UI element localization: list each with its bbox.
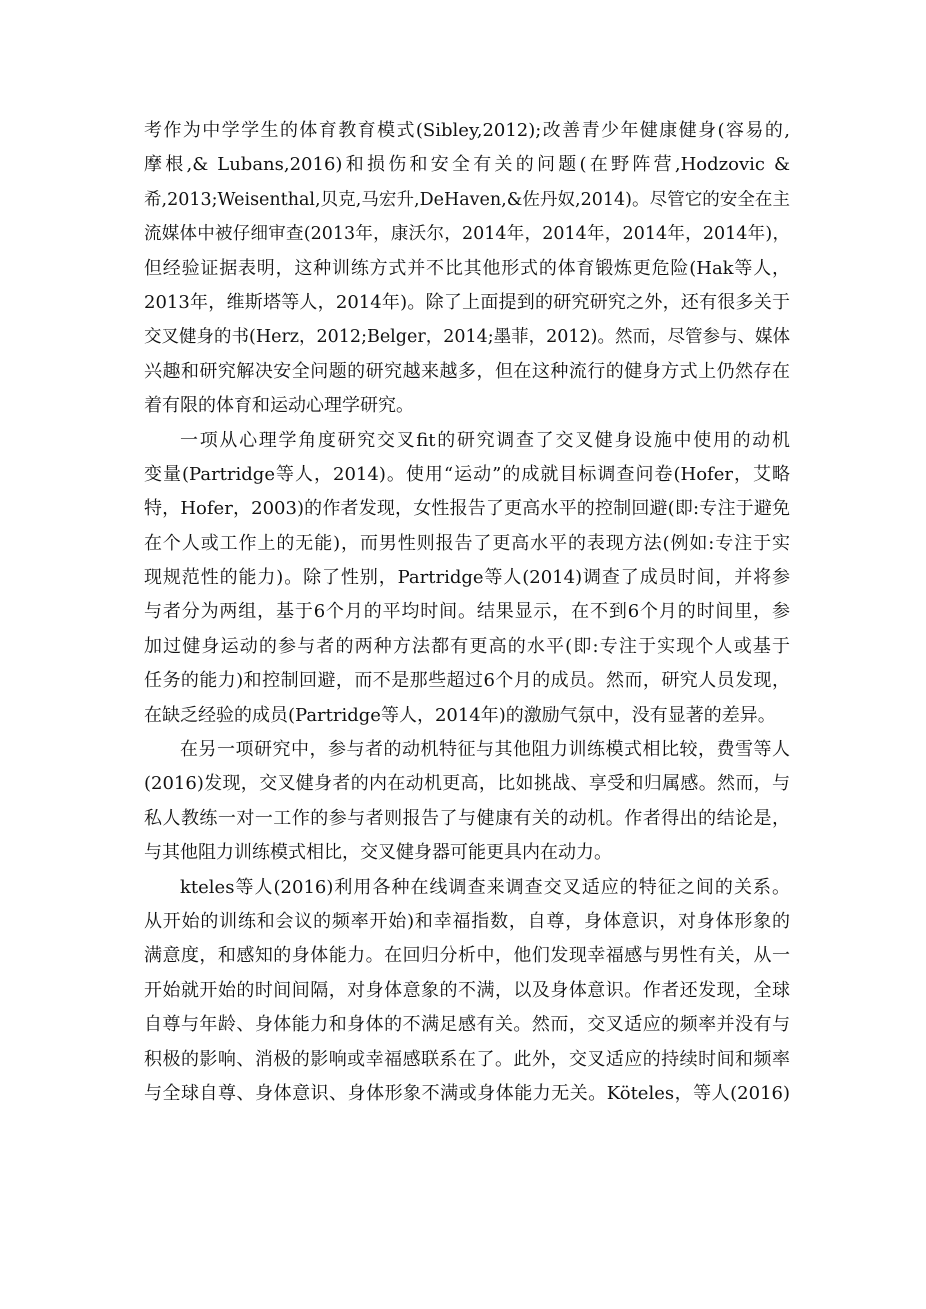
text-line: 与其他阻力训练模式相比，交叉健身器可能更具内在动力。 xyxy=(144,842,612,864)
text-line: 特，Hofer，2003)的作者发现，女性报告了更高水平的控制回避(即:专注于避免 xyxy=(144,498,790,520)
text-line: 兴趣和研究解决安全问题的研究越来越多，但在这种流行的健身方式上仍然存在 xyxy=(144,360,790,382)
text-line: kteles等人(2016)利用各种在线调查来调查交叉适应的特征之间的关系。 xyxy=(180,876,790,898)
text-line: 但经验证据表明，这种训练方式并不比其他形式的体育锻炼更危险(Hak等人， xyxy=(144,257,790,279)
text-line: 加过健身运动的参与者的两种方法都有更高的水平(即:专注于实现个人或基于 xyxy=(144,635,790,657)
text-line: 现规范性的能力)。除了性别，Partridge等人(2014)调查了成员时间，并将参 xyxy=(144,567,790,589)
text-line: 希,2013;Weisenthal,贝克,马宏升,DeHaven,&佐丹奴,2014)。尽管它的安全在主 xyxy=(144,189,790,210)
text-line: 着有限的体育和运动心理学研究。 xyxy=(144,395,414,417)
text-line: 满意度，和感知的身体能力。在回归分析中，他们发现幸福感与男性有关，从一 xyxy=(144,945,790,967)
text-line: 私人教练一对一工作的参与者则报告了与健康有关的动机。作者得出的结论是， xyxy=(144,807,790,829)
text-line: 一项从心理学角度研究交叉fit的研究调查了交叉健身设施中使用的动机 xyxy=(180,429,790,451)
text-line: 2013年，维斯塔等人，2014年)。除了上面提到的研究研究之外，还有很多关于 xyxy=(144,291,790,313)
text-line: 从开始的训练和会议的频率开始)和幸福指数，自尊，身体意识，对身体形象的 xyxy=(144,910,790,932)
text-line: (2016)发现，交叉健身者的内在动机更高，比如挑战、享受和归属感。然而，与 xyxy=(144,773,790,795)
text-line: 流媒体中被仔细审查(2013年，康沃尔，2014年，2014年，2014年，2014年)， xyxy=(144,224,790,245)
text-line: 与者分为两组，基于6个月的平均时间。结果显示，在不到6个月的时间里，参 xyxy=(144,601,790,623)
text-line: 交叉健身的书(Herz，2012;Belger，2014;墨菲，2012)。然而，尽管参与、媒体 xyxy=(144,327,790,348)
text-line: 在另一项研究中，参与者的动机特征与其他阻力训练模式相比较，费雪等人 xyxy=(180,739,790,761)
text-line: 变量(Partridge等人，2014)。使用“运动”的成就目标调查问卷(Hofer，艾略 xyxy=(144,463,790,485)
body-text xyxy=(144,114,790,1111)
text-line: 摩根,& Lubans,2016)和损伤和安全有关的问题(在野阵营,Hodzovic & xyxy=(144,154,790,176)
text-line: 考作为中学学生的体育教育模式(Sibley,2012);改善青少年健康健身(容易的, xyxy=(144,120,790,141)
text-line: 在个人或工作上的无能)，而男性则报告了更高水平的表现方法(例如:专注于实 xyxy=(144,532,790,554)
text-line: 任务的能力)和控制回避，而不是那些超过6个月的成员。然而，研究人员发现， xyxy=(144,670,790,692)
text-line: 与全球自尊、身体意识、身体形象不满或身体能力无关。Köteles，等人(2016) xyxy=(144,1082,790,1104)
text-line: 自尊与年龄、身体能力和身体的不满足感有关。然而，交叉适应的频率并没有与 xyxy=(144,1014,790,1036)
text-line: 在缺乏经验的成员(Partridge等人，2014年)的激励气氛中，没有显著的差异。 xyxy=(144,704,776,726)
text-line: 积极的影响、消极的影响或幸福感联系在了。此外，交叉适应的持续时间和频率 xyxy=(144,1048,790,1070)
text-line: 开始就开始的时间间隔，对身体意象的不满，以及身体意识。作者还发现，全球 xyxy=(144,979,790,1001)
